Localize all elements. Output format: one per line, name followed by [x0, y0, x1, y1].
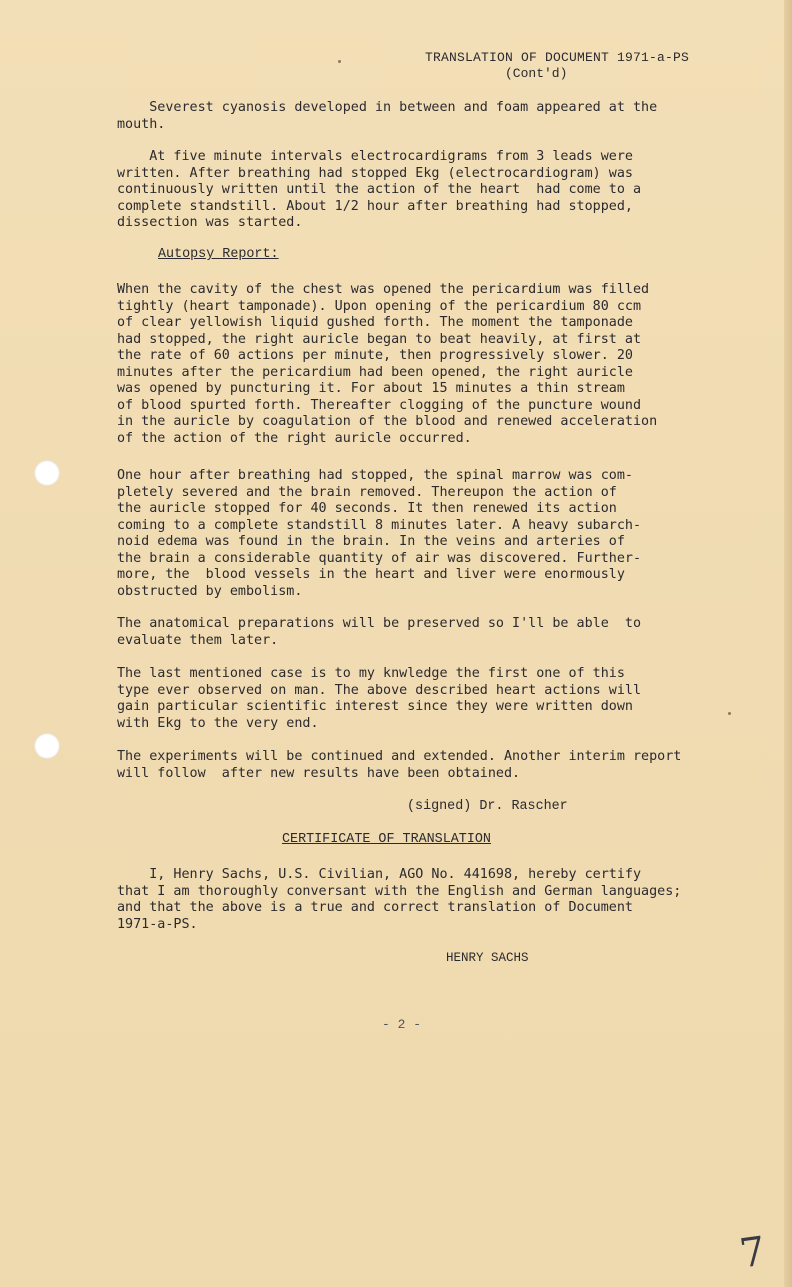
paper-speck — [728, 712, 731, 715]
header-title: TRANSLATION OF DOCUMENT 1971-a-PS — [425, 50, 690, 65]
punch-hole-bottom — [34, 733, 60, 759]
translator-signature: HENRY SACHS — [446, 951, 529, 965]
paper-edge — [784, 0, 792, 1287]
handwritten-page-mark: 7 — [736, 1228, 769, 1278]
punch-hole-top — [34, 460, 60, 486]
paragraph-spinal-marrow: One hour after breathing had stopped, the spinal marrow was com- pletely severed and the brain removed. Thereupon the action of the auricle stopped for 40 seconds. It then renewed its action coming to a complete standstill 8 minutes later. A heavy subarch- noid edema was found in the brain. In the veins and arteries of the brain a considerable quantity of air was discovered. Further- more, the blood vessels in the heart and liver were enormously obstructed by embolism. — [117, 468, 642, 599]
paragraph-electrocardiograms: At five minute intervals electrocardigrams from 3 leads were written. After breathing had stopped Ekg (electrocardiogram) was continuously written until the action of the heart had come to a complete standstill. About 1/2 hour after breathing had stopped, dissection was started. — [117, 149, 642, 230]
paragraph-preparations: The anatomical preparations will be preserved so I'll be able to evaluate them later. — [117, 616, 642, 648]
document-header — [425, 50, 715, 82]
autopsy-heading: Autopsy Report: — [158, 247, 279, 262]
paper-speck — [338, 60, 341, 63]
paragraph-first-case: The last mentioned case is to my knwledge the first one of this type ever observed on man. The above described heart actions will gain particular scientific interest since they were written down with Ekg to the very end. — [117, 666, 642, 731]
paragraph-autopsy: When the cavity of the chest was opened the pericardium was filled tightly (heart tamponade). Upon opening of the pericardium 80 ccm of clear yellowish liquid gushed forth. The moment the tamponade had stopped, the right auricle began to beat heavily, at first at the rate of 60 actions per minute, then progressively slower. 20 minutes after the pericardium had been opened, the right auricle was opened by puncturing it. For about 15 minutes a thin stream of blood spurted forth. Thereafter clogging of the puncture wound in the auricle by coagulation of the blood and renewed acceleration of the action of the right auricle occurred. — [117, 282, 658, 446]
paragraph-cyanosis: Severest cyanosis developed in between and foam appeared at the mouth. — [117, 100, 658, 132]
paragraph-experiments: The experiments will be continued and extended. Another interim report will follow after new results have been obtained. — [117, 749, 682, 781]
header-continued: (Cont'd) — [505, 66, 568, 81]
certificate-text: I, Henry Sachs, U.S. Civilian, AGO No. 441698, hereby certify that I am thoroughly conversant with the English and German languages; and that the above is a true and correct translation of Document 1971-a-PS. — [117, 867, 682, 932]
signed-rascher: (signed) Dr. Rascher — [407, 799, 568, 814]
page-number: - 2 - — [382, 1017, 422, 1032]
certificate-heading: CERTIFICATE OF TRANSLATION — [282, 832, 491, 847]
